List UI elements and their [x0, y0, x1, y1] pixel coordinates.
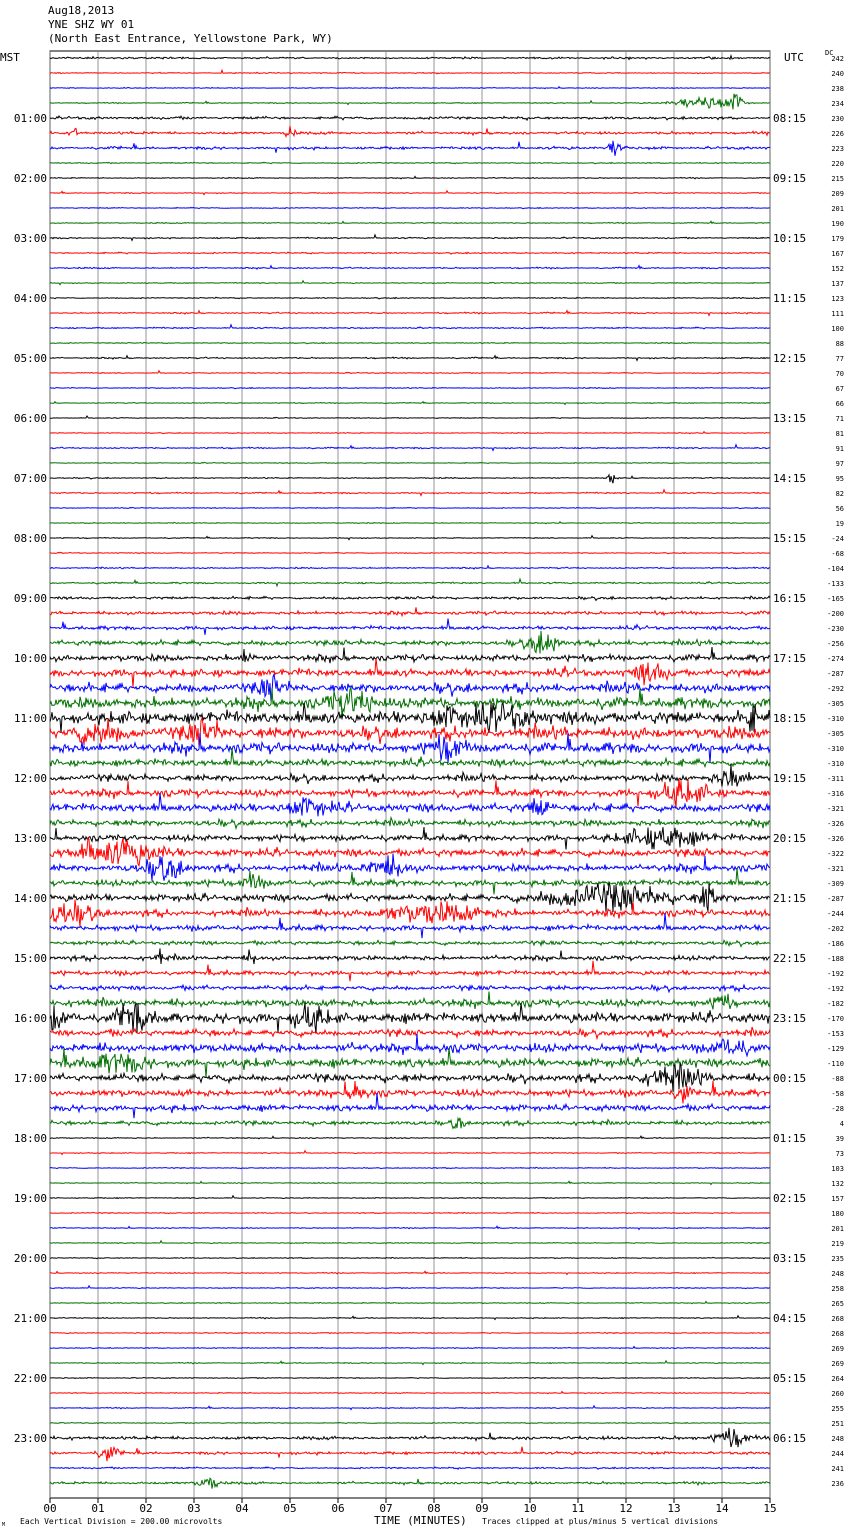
utc-hour-label: 00:15 — [773, 1072, 807, 1085]
dc-offset-label: 242 — [831, 55, 844, 63]
seismic-trace-row — [50, 522, 770, 524]
mst-hour-label: 05:00 — [13, 352, 47, 365]
dc-offset-label: 100 — [831, 325, 844, 333]
seismic-trace-row — [50, 402, 770, 405]
seismic-trace-row — [50, 1316, 770, 1320]
dc-offset-label: -200 — [827, 610, 844, 618]
dc-offset-label: -182 — [827, 1000, 844, 1008]
seismic-trace-row — [50, 445, 770, 451]
x-tick-label: 14 — [715, 1502, 729, 1515]
utc-hour-label: 06:15 — [773, 1432, 807, 1445]
dc-offset-label: 223 — [831, 145, 844, 153]
dc-offset-label: 137 — [831, 280, 844, 288]
seismic-trace-row — [50, 235, 770, 241]
station-location: (North East Entrance, Yellowstone Park, WY) — [48, 32, 333, 45]
utc-hour-label: 21:15 — [773, 892, 807, 905]
mst-hour-label: 11:00 — [13, 712, 47, 725]
mst-hour-label: 21:00 — [13, 1312, 47, 1325]
x-tick-label: 02 — [139, 1502, 153, 1515]
dc-offset-label: 167 — [831, 250, 844, 258]
dc-offset-label: 258 — [831, 1285, 844, 1293]
seismic-trace-row — [50, 985, 770, 992]
dc-offset-label: 234 — [831, 100, 844, 108]
seismic-trace-row — [50, 1212, 770, 1213]
dc-offset-label: 97 — [835, 460, 844, 468]
dc-offset-label: -274 — [827, 655, 844, 663]
dc-offset-label: 265 — [831, 1300, 844, 1308]
seismic-trace-row — [50, 1241, 770, 1244]
station-code: YNE SHZ WY 01 — [48, 18, 135, 31]
seismic-trace-row — [50, 1257, 770, 1258]
seismic-trace-row — [50, 552, 770, 554]
mst-hour-label: 22:00 — [13, 1372, 47, 1385]
seismic-trace-row — [50, 566, 770, 569]
dc-offset-label: -129 — [827, 1045, 844, 1053]
utc-hour-label: 20:15 — [773, 832, 807, 845]
mst-hour-label: 04:00 — [13, 292, 47, 305]
seismic-trace-row — [50, 1181, 770, 1184]
dc-offset-label: 71 — [835, 415, 844, 423]
seismic-trace-row — [50, 1332, 770, 1333]
mst-hour-label: 02:00 — [13, 172, 47, 185]
dc-offset-label: 268 — [831, 1330, 844, 1338]
dc-offset-label: -230 — [827, 625, 844, 633]
dc-offset-label: 215 — [831, 175, 844, 183]
dc-offset-label: -310 — [827, 715, 844, 723]
x-tick-label: 04 — [235, 1502, 249, 1515]
seismic-trace-row — [50, 1196, 770, 1199]
plot-date: Aug18,2013 — [48, 4, 115, 17]
seismic-trace-row — [50, 827, 770, 849]
seismic-trace-row — [50, 688, 770, 718]
seismic-trace-row — [50, 536, 770, 540]
dc-offset-label: -170 — [827, 1015, 844, 1023]
dc-offset-label: -305 — [827, 700, 844, 708]
seismic-trace-row — [50, 221, 770, 224]
dc-offset-label: -326 — [827, 835, 844, 843]
seismic-trace-row — [50, 961, 770, 981]
mst-hour-label: 12:00 — [13, 772, 47, 785]
seismic-trace-row — [50, 1377, 770, 1378]
seismic-trace-row — [50, 596, 770, 600]
utc-hour-label: 22:15 — [773, 952, 807, 965]
mst-hour-label: 08:00 — [13, 532, 47, 545]
x-tick-label: 15 — [763, 1502, 777, 1515]
clip-note: Traces clipped at plus/minus 5 vertical divisions — [482, 1517, 719, 1526]
dc-offset-label: 209 — [831, 190, 844, 198]
utc-hour-label: 09:15 — [773, 172, 807, 185]
dc-offset-label: 39 — [835, 1135, 844, 1143]
dc-offset-label: 248 — [831, 1435, 844, 1443]
seismic-trace-row — [50, 674, 770, 701]
dc-offset-label: -28 — [831, 1105, 844, 1113]
seismic-trace-row — [50, 56, 770, 60]
utc-hour-label: 15:15 — [773, 532, 807, 545]
mst-hour-label: 13:00 — [13, 832, 47, 845]
seismic-trace-row — [50, 94, 770, 110]
dc-offset-label: -104 — [827, 565, 844, 573]
seismic-trace-row — [50, 162, 770, 164]
seismic-trace-row — [50, 87, 770, 89]
seismic-trace-row — [50, 631, 770, 654]
seismic-trace-row — [50, 607, 770, 616]
right-timezone-label: UTC — [784, 51, 804, 64]
seismic-trace-row — [50, 854, 770, 881]
mst-hour-label: 17:00 — [13, 1072, 47, 1085]
dc-offset-label: 73 — [835, 1150, 844, 1158]
dc-offset-label: 238 — [831, 85, 844, 93]
dc-offset-label: 56 — [835, 505, 844, 513]
axis-labels — [14, 55, 844, 1515]
seismic-trace-row — [50, 1478, 770, 1488]
utc-hour-label: 19:15 — [773, 772, 807, 785]
dc-offset-label: 269 — [831, 1345, 844, 1353]
dc-offset-label: 81 — [835, 430, 844, 438]
dc-offset-label: -110 — [827, 1060, 844, 1068]
dc-offset-label: 67 — [835, 385, 844, 393]
dc-offset-label: -256 — [827, 640, 844, 648]
utc-hour-label: 12:15 — [773, 352, 807, 365]
dc-offset-label: -292 — [827, 685, 844, 693]
dc-offset-label: -133 — [827, 580, 844, 588]
mst-hour-label: 18:00 — [13, 1132, 47, 1145]
seismic-trace-row — [50, 1347, 770, 1349]
seismic-trace-row — [50, 1392, 770, 1394]
x-tick-label: 06 — [331, 1502, 345, 1515]
dc-offset-label: 111 — [831, 310, 844, 318]
seismic-trace-row — [50, 778, 770, 808]
mst-hour-label: 07:00 — [13, 472, 47, 485]
seismic-trace-row — [50, 416, 770, 419]
seismic-trace-row — [50, 940, 770, 946]
dc-offset-label: 4 — [839, 1120, 844, 1128]
seismic-trace-row — [50, 387, 770, 389]
utc-hour-label: 04:15 — [773, 1312, 807, 1325]
dc-offset-label: 219 — [831, 1240, 844, 1248]
utc-hour-label: 02:15 — [773, 1192, 807, 1205]
x-tick-label: 13 — [667, 1502, 681, 1515]
seismic-trace-row — [50, 252, 770, 254]
utc-hour-label: 11:15 — [773, 292, 807, 305]
dc-offset-label: -321 — [827, 805, 844, 813]
seismic-trace-row — [50, 793, 770, 816]
dc-offset-label: 235 — [831, 1255, 844, 1263]
dc-offset-label: -309 — [827, 880, 844, 888]
utc-hour-label: 16:15 — [773, 592, 807, 605]
seismic-trace-row — [50, 658, 770, 687]
seismic-trace-row — [50, 490, 770, 496]
x-tick-label: 00 — [43, 1502, 57, 1515]
dc-offset-label: 255 — [831, 1405, 844, 1413]
utc-hour-label: 17:15 — [773, 652, 807, 665]
dc-offset-label: 157 — [831, 1195, 844, 1203]
seismic-trace-row — [50, 1167, 770, 1168]
dc-offset-label: -153 — [827, 1030, 844, 1038]
seismic-trace-row — [50, 579, 770, 586]
x-tick-label: 08 — [427, 1502, 441, 1515]
dc-offset-label: -316 — [827, 790, 844, 798]
dc-offset-label: -287 — [827, 670, 844, 678]
dc-offset-label: -165 — [827, 595, 844, 603]
seismic-trace-row — [50, 342, 770, 344]
seismic-trace-row — [50, 1286, 770, 1289]
dc-offset-label: 220 — [831, 160, 844, 168]
dc-offset-label: 179 — [831, 235, 844, 243]
dc-offset-label: -244 — [827, 910, 844, 918]
dc-offset-label: -186 — [827, 940, 844, 948]
x-tick-label: 05 — [283, 1502, 297, 1515]
division-note: Each Vertical Division = 200.00 microvolts — [20, 1517, 223, 1526]
seismic-trace-row — [50, 1467, 770, 1469]
utc-hour-label: 05:15 — [773, 1372, 807, 1385]
seismic-trace-row — [50, 1081, 770, 1104]
dc-offset-label: -188 — [827, 955, 844, 963]
seismic-trace-row — [50, 703, 770, 733]
seismic-trace-row — [50, 70, 770, 74]
dc-offset-label: -322 — [827, 850, 844, 858]
x-tick-label: 12 — [619, 1502, 633, 1515]
dc-offset-label: 152 — [831, 265, 844, 273]
seismic-trace-row — [50, 948, 770, 964]
dc-offset-label: 132 — [831, 1180, 844, 1188]
seismic-trace-row — [50, 1063, 770, 1092]
seismic-trace-row — [50, 647, 770, 663]
seismic-trace-row — [50, 992, 770, 1010]
dc-offset-label: 260 — [831, 1390, 844, 1398]
mst-hour-label: 15:00 — [13, 952, 47, 965]
seismic-trace-row — [50, 1151, 770, 1155]
utc-hour-label: 14:15 — [773, 472, 807, 485]
mst-hour-label: 09:00 — [13, 592, 47, 605]
seismic-trace-row — [50, 1003, 770, 1033]
dc-offset-label: 268 — [831, 1315, 844, 1323]
seismic-trace-row — [50, 475, 770, 483]
dc-offset-label: -305 — [827, 730, 844, 738]
seismic-trace-row — [50, 1406, 770, 1410]
dc-offset-label: -88 — [831, 1075, 844, 1083]
seismic-trace-row — [50, 818, 770, 829]
dc-offset-label: -287 — [827, 895, 844, 903]
dc-offset-label: 236 — [831, 1480, 844, 1488]
dc-offset-label: 95 — [835, 475, 844, 483]
seismic-trace-row — [50, 356, 770, 361]
mst-hour-label: 19:00 — [13, 1192, 47, 1205]
dc-offset-label: -311 — [827, 775, 844, 783]
mst-hour-label: 10:00 — [13, 652, 47, 665]
x-tick-label: 09 — [475, 1502, 489, 1515]
corner-mark: M — [2, 1522, 6, 1528]
dc-offset-label: -321 — [827, 865, 844, 873]
dc-offset-label: -310 — [827, 760, 844, 768]
dc-offset-label: 269 — [831, 1360, 844, 1368]
dc-offset-label: 244 — [831, 1450, 844, 1458]
seismic-trace-row — [50, 1302, 770, 1304]
dc-offset-label: -58 — [831, 1090, 844, 1098]
seismic-trace-row — [50, 883, 770, 913]
dc-offset-label: 190 — [831, 220, 844, 228]
dc-offset-label: 123 — [831, 295, 844, 303]
dc-offset-label: 226 — [831, 130, 844, 138]
mst-hour-label: 06:00 — [13, 412, 47, 425]
trace-group — [50, 56, 770, 1489]
dc-offset-label: 248 — [831, 1270, 844, 1278]
utc-hour-label: 23:15 — [773, 1012, 807, 1025]
seismic-trace-row — [50, 141, 770, 156]
dc-offset-label: 180 — [831, 1210, 844, 1218]
dc-offset-label: -202 — [827, 925, 844, 933]
x-tick-label: 01 — [91, 1502, 105, 1515]
dc-offset-label: -326 — [827, 820, 844, 828]
left-timezone-label: MST — [0, 51, 20, 64]
seismic-trace-row — [50, 116, 770, 120]
utc-hour-label: 03:15 — [773, 1252, 807, 1265]
dc-offset-header: DC — [825, 49, 834, 57]
dc-offset-label: 66 — [835, 400, 844, 408]
seismic-trace-row — [50, 838, 770, 866]
seismic-trace-row — [50, 1271, 770, 1274]
seismic-trace-row — [50, 1226, 770, 1229]
dc-offset-label: 88 — [835, 340, 844, 348]
seismic-trace-row — [50, 868, 770, 894]
x-axis-title: TIME (MINUTES) — [374, 1514, 467, 1527]
seismic-trace-row — [50, 1447, 770, 1462]
x-tick-label: 11 — [571, 1502, 585, 1515]
seismic-trace-row — [50, 325, 770, 329]
utc-hour-label: 08:15 — [773, 112, 807, 125]
seismic-trace-row — [50, 619, 770, 635]
dc-offset-label: 82 — [835, 490, 844, 498]
dc-offset-label: 201 — [831, 205, 844, 213]
seismic-trace-row — [50, 191, 770, 195]
dc-offset-label: 91 — [835, 445, 844, 453]
seismic-trace-row — [50, 1118, 770, 1129]
seismic-trace-row — [50, 900, 770, 927]
seismic-trace-row — [50, 297, 770, 299]
dc-offset-label: 240 — [831, 70, 844, 78]
seismic-trace-row — [50, 1034, 770, 1056]
seismic-trace-row — [50, 1422, 770, 1423]
seismic-trace-row — [50, 281, 770, 285]
seismic-trace-row — [50, 311, 770, 316]
utc-hour-label: 10:15 — [773, 232, 807, 245]
utc-hour-label: 13:15 — [773, 412, 807, 425]
seismic-trace-row — [50, 432, 770, 434]
mst-hour-label: 03:00 — [13, 232, 47, 245]
dc-offset-label: -68 — [831, 550, 844, 558]
seismic-trace-row — [50, 126, 770, 137]
dc-offset-label: 201 — [831, 1225, 844, 1233]
mst-hour-label: 16:00 — [13, 1012, 47, 1025]
dc-offset-label: 103 — [831, 1165, 844, 1173]
seismic-trace-row — [50, 176, 770, 178]
seismic-trace-row — [50, 507, 770, 508]
seismic-trace-row — [50, 371, 770, 374]
seismic-trace-row — [50, 1027, 770, 1038]
dc-offset-label: 70 — [835, 370, 844, 378]
mst-hour-label: 01:00 — [13, 112, 47, 125]
dc-offset-label: 241 — [831, 1465, 844, 1473]
x-tick-label: 03 — [187, 1502, 201, 1515]
dc-offset-label: 264 — [831, 1375, 844, 1383]
seismic-trace-row — [50, 1428, 770, 1447]
seismic-trace-row — [50, 1093, 770, 1118]
seismic-trace-row — [50, 733, 770, 763]
mst-hour-label: 23:00 — [13, 1432, 47, 1445]
seismic-trace-row — [50, 266, 770, 270]
dc-offset-label: 251 — [831, 1420, 844, 1428]
seismic-trace-row — [50, 764, 770, 787]
utc-hour-label: 01:15 — [773, 1132, 807, 1145]
dc-offset-label: 230 — [831, 115, 844, 123]
mst-hour-label: 14:00 — [13, 892, 47, 905]
seismic-trace-row — [50, 462, 770, 463]
dc-offset-label: -24 — [831, 535, 844, 543]
x-tick-label: 07 — [379, 1502, 393, 1515]
seismic-trace-row — [50, 1136, 770, 1139]
seismic-trace-row — [50, 207, 770, 208]
dc-offset-label: -192 — [827, 985, 844, 993]
dc-offset-label: 19 — [835, 520, 844, 528]
seismic-trace-row — [50, 1361, 770, 1365]
seismic-trace-row — [50, 748, 770, 767]
dc-offset-label: 77 — [835, 355, 844, 363]
seismic-trace-row — [50, 718, 770, 746]
mst-hour-label: 20:00 — [13, 1252, 47, 1265]
utc-hour-label: 18:15 — [773, 712, 807, 725]
dc-offset-label: -310 — [827, 745, 844, 753]
dc-offset-label: -192 — [827, 970, 844, 978]
x-tick-label: 10 — [523, 1502, 537, 1515]
